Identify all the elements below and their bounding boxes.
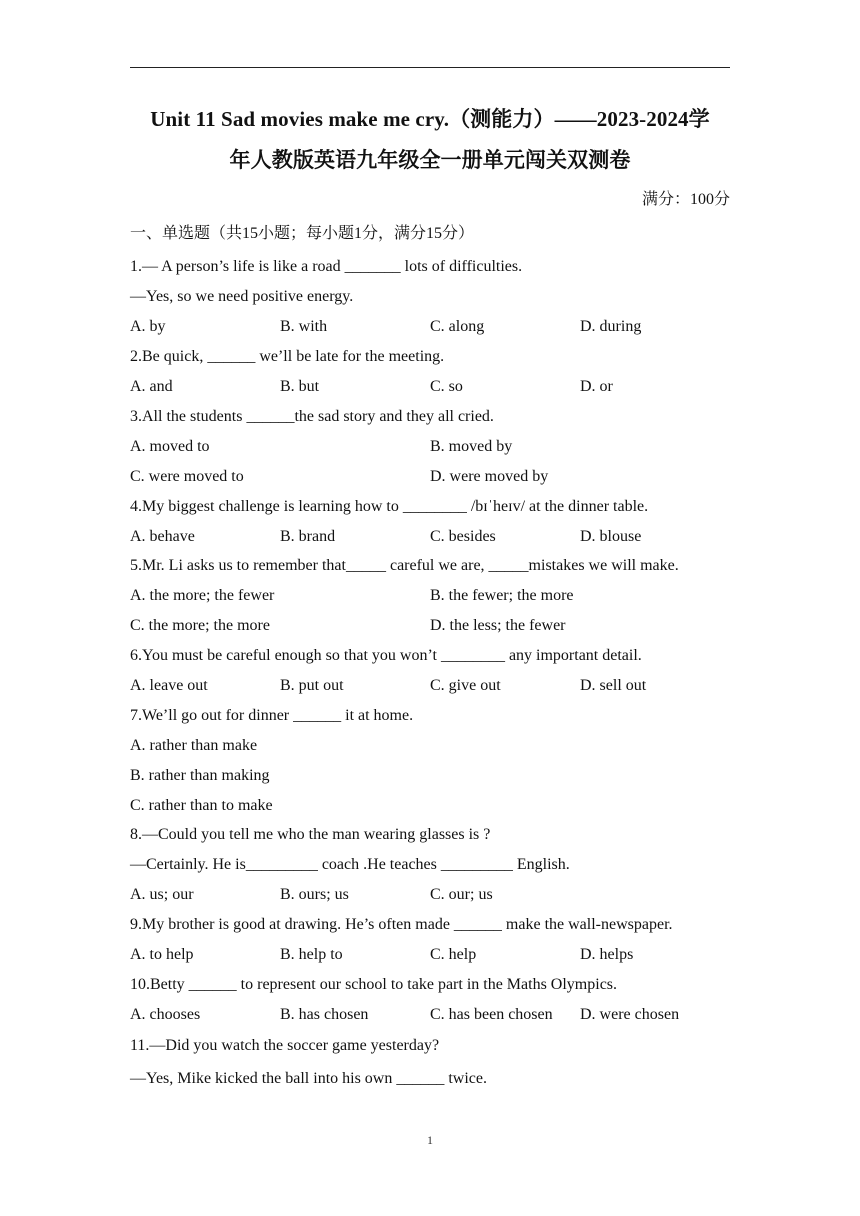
- question-stem: 8.—Could you tell me who the man wearing glasses is ?: [130, 826, 491, 843]
- header-rule: [130, 67, 730, 68]
- option-row: [130, 885, 750, 905]
- option-b: B. ours; us: [280, 886, 349, 903]
- option-b: B. help to: [280, 946, 343, 963]
- option-row: [130, 317, 750, 337]
- option-c: C. has been chosen: [430, 1006, 553, 1023]
- page-number: 1: [427, 1133, 433, 1147]
- option-a: A. chooses: [130, 1006, 201, 1023]
- question-stem: 9.My brother is good at drawing. He’s often made ______ make the wall-newspaper.: [130, 916, 673, 933]
- option-b: B. rather than making: [130, 767, 270, 784]
- option-b: B. moved by: [430, 438, 513, 455]
- question-stem: 11.—Did you watch the soccer game yesterday?: [130, 1037, 440, 1054]
- question-stem: 7.We’ll go out for dinner ______ it at home.: [130, 707, 414, 724]
- option-row: [130, 437, 750, 457]
- question-stem: —Yes, so we need positive energy.: [130, 288, 354, 305]
- option-b: B. the fewer; the more: [430, 587, 574, 604]
- question-stem: —Certainly. He is_________ coach .He teaches _________ English.: [130, 856, 570, 873]
- question-stem: 3.All the students ______the sad story and they all cried.: [130, 408, 494, 425]
- option-c: C. were moved to: [130, 468, 244, 485]
- section-heading: 一、单选题（共15小题；每小题1分，满分15分）: [130, 225, 475, 242]
- option-b: B. but: [280, 378, 320, 395]
- option-d: D. were chosen: [580, 1006, 680, 1023]
- option-row: [130, 377, 750, 397]
- option-row: [130, 586, 750, 606]
- option-d: D. or: [580, 378, 613, 395]
- option-c: C. along: [430, 318, 485, 335]
- option-a: A. the more; the fewer: [130, 587, 275, 604]
- option-b: B. with: [280, 318, 328, 335]
- question-stem: 10.Betty ______ to represent our school to take part in the Maths Olympics.: [130, 976, 618, 993]
- option-a: A. moved to: [130, 438, 210, 455]
- full-score: 满分：100分: [641, 191, 730, 208]
- option-row: [130, 945, 750, 965]
- option-a: A. to help: [130, 946, 194, 963]
- option-row: [130, 527, 750, 547]
- option-d: D. blouse: [580, 528, 642, 545]
- question-stem: —Yes, Mike kicked the ball into his own ______ twice.: [130, 1070, 488, 1087]
- option-a: A. us; our: [130, 886, 194, 903]
- option-a: A. rather than make: [130, 737, 258, 754]
- option-a: A. by: [130, 318, 166, 335]
- page-title-line1: Unit 11 Sad movies make me cry.（测能力）——2023-2024学: [150, 107, 710, 131]
- option-a: A. behave: [130, 528, 195, 545]
- page-title-line2: 年人教版英语九年级全一册单元闯关双测卷: [229, 148, 631, 172]
- option-b: B. has chosen: [280, 1006, 369, 1023]
- option-d: D. during: [580, 318, 642, 335]
- option-c: C. so: [430, 378, 463, 395]
- option-row: [130, 676, 750, 696]
- question-stem: 4.My biggest challenge is learning how to ________ /bɪˈheɪv/ at the dinner table.: [130, 498, 649, 515]
- option-c: C. our; us: [430, 886, 493, 903]
- option-row: [130, 616, 750, 636]
- option-c: C. besides: [430, 528, 496, 545]
- question-stem: 1.— A person’s life is like a road _______ lots of difficulties.: [130, 258, 523, 275]
- option-c: C. help: [430, 946, 477, 963]
- option-d: D. the less; the fewer: [430, 617, 566, 634]
- option-c: C. the more; the more: [130, 617, 270, 634]
- option-b: B. brand: [280, 528, 336, 545]
- option-c: C. give out: [430, 677, 501, 694]
- option-d: D. were moved by: [430, 468, 549, 485]
- option-b: B. put out: [280, 677, 344, 694]
- option-d: D. helps: [580, 946, 634, 963]
- option-c: C. rather than to make: [130, 797, 273, 814]
- question-stem: 2.Be quick, ______ we’ll be late for the meeting.: [130, 348, 445, 365]
- option-a: A. and: [130, 378, 173, 395]
- option-d: D. sell out: [580, 677, 647, 694]
- question-stem: 6.You must be careful enough so that you won’t ________ any important detail.: [130, 647, 642, 664]
- option-row: [130, 467, 750, 487]
- question-stem: 5.Mr. Li asks us to remember that_____ careful we are, _____mistakes we will make.: [130, 557, 679, 574]
- option-row: [130, 1005, 750, 1025]
- option-a: A. leave out: [130, 677, 208, 694]
